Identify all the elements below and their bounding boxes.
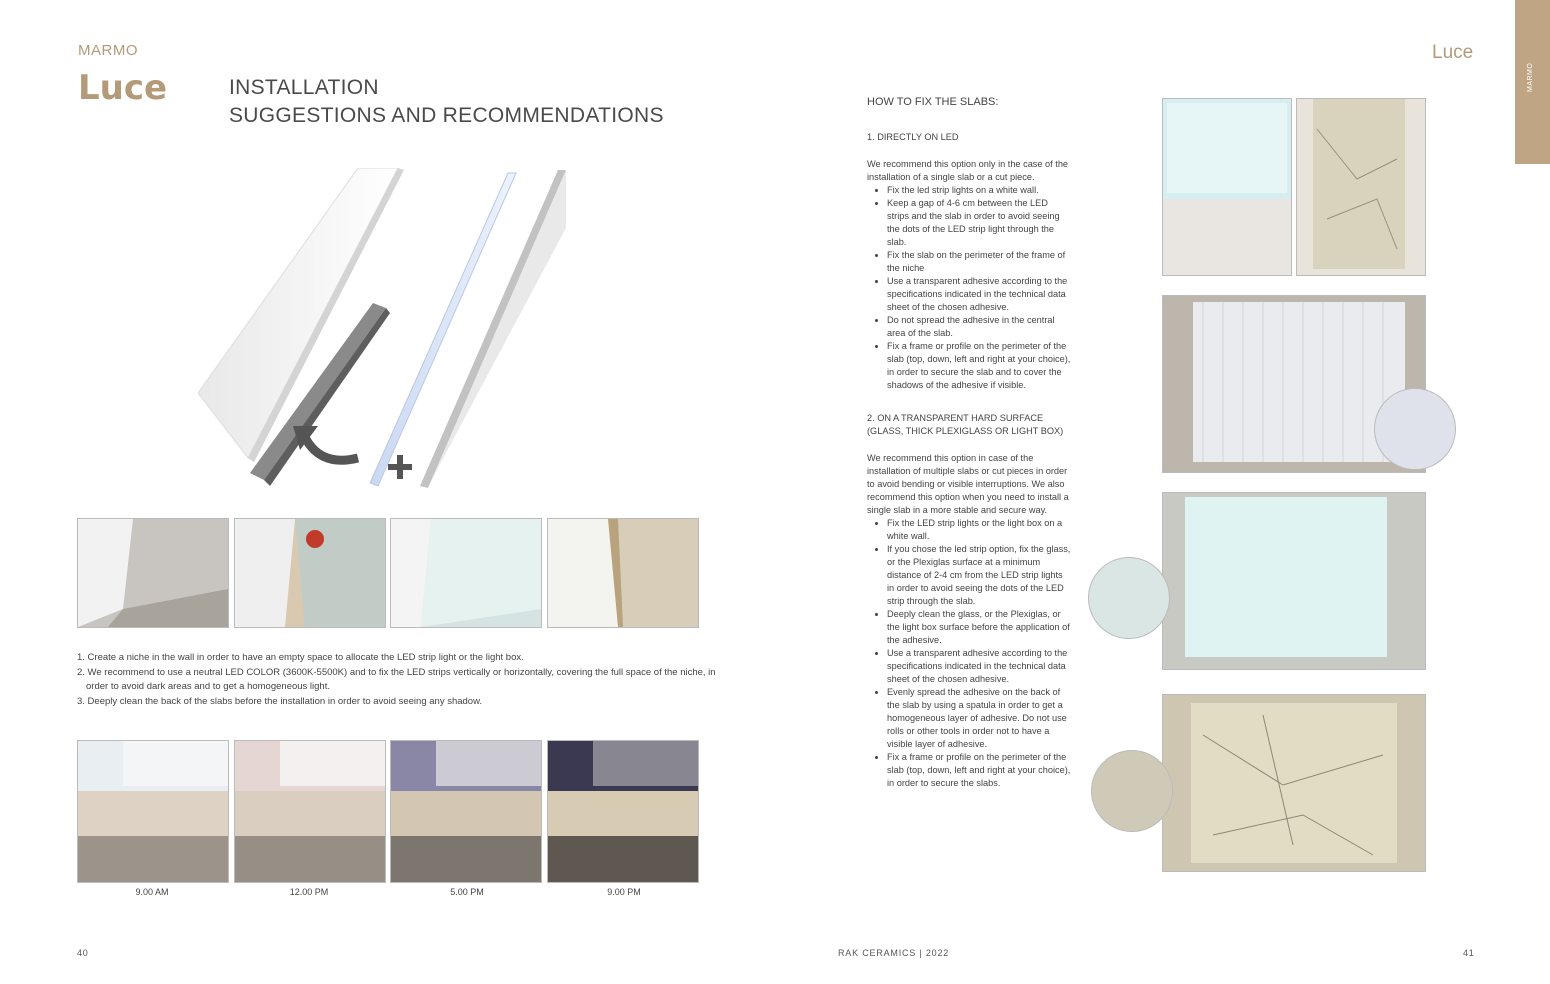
photo-glass-mounting [234, 518, 386, 628]
list-item: • Do not spread the adhesive in the central area of the slab. [887, 314, 1072, 340]
collection-title: Luce [78, 68, 168, 108]
installation-diagram [198, 168, 578, 490]
photo-time-morning [77, 740, 229, 883]
brand-label: MARMO [78, 42, 138, 59]
zoom-detail-glass [1088, 557, 1170, 639]
right-collection-title: Luce [1432, 42, 1474, 63]
heading-line-2: SUGGESTIONS AND RECOMMENDATIONS [229, 104, 664, 127]
photo-time-night [547, 740, 699, 883]
list-item: • Fix the LED strip lights or the light box on a white wall. [887, 517, 1072, 543]
section-1-list [867, 184, 1072, 392]
heading-line-1: INSTALLATION [229, 76, 379, 99]
photo-niche [77, 518, 229, 628]
photo-light-box-room [1162, 492, 1426, 670]
photo-led-panel [390, 518, 542, 628]
section-2-list [867, 517, 1072, 790]
section-2-title: 2. ON A TRANSPARENT HARD SURFACE (GLASS, THICK PLEXIGLASS OR LIGHT BOX) [867, 413, 1064, 436]
installation-steps [77, 651, 717, 709]
zoom-detail-led [1374, 388, 1456, 470]
side-tab [1515, 0, 1550, 164]
list-item: • If you chose the led strip option, fix the glass, or the Plexiglas surface at a minimum distance of 2-4 cm from the LED strip lights in order to avoid seeing the dots of the LED strip through the slab. [887, 543, 1072, 608]
list-item: • Use a transparent adhesive according to the specifications indicated in the technical data sheet of the chosen adhesive. [887, 275, 1072, 314]
page-number-left: 40 [77, 948, 89, 958]
zoom-detail-frame [1091, 750, 1173, 832]
section-1-intro: We recommend this option only in the case of the installation of a single slab or a cut piece. [867, 159, 1069, 182]
time-label-3: 5.00 PM [450, 887, 484, 897]
page-heading [229, 74, 664, 130]
time-label-2: 12.00 PM [289, 887, 329, 897]
page-number-right: 41 [1463, 948, 1475, 958]
how-to-fix-column [867, 96, 1072, 790]
photo-marble-slab-lit [1296, 98, 1426, 276]
step-3: 3. Deeply clean the back of the slabs before the installation in order to avoid seeing any shadow. [77, 695, 483, 707]
photo-marble-wall [1162, 694, 1426, 872]
list-item: • Use a transparent adhesive according to the specifications indicated in the technical data sheet of the chosen adhesive. [887, 647, 1072, 686]
step-1: 1. Create a niche in the wall in order to have an empty space to allocate the LED strip light or the light box. [77, 652, 524, 663]
list-item: • Fix a frame or profile on the perimeter of the slab (top, down, left and right at your choice), in order to secure the slabs. [887, 751, 1072, 790]
list-item: • Fix the led strip lights on a white wall. [887, 184, 1072, 197]
photo-led-wall [1162, 98, 1292, 276]
time-label-4: 9.00 PM [607, 887, 641, 897]
list-item: • Fix the slab on the perimeter of the frame of the niche [887, 249, 1072, 275]
step-2: 2. We recommend to use a neutral LED COLOR (3600K-5500K) and to fix the LED strips vertically or horizontally, covering the full space of the niche, in order to avoid dark areas and to get a homogeneous light. [77, 666, 716, 692]
time-label-1: 9.00 AM [135, 887, 169, 897]
section-1-title: 1. DIRECTLY ON LED [867, 132, 959, 142]
footer-center: RAK CERAMICS | 2022 [838, 948, 950, 958]
photo-slab-corner [547, 518, 699, 628]
photo-time-noon [234, 740, 386, 883]
list-item: • Deeply clean the glass, or the Plexiglas, or the light box surface before the application of the adhesive. [887, 608, 1072, 647]
side-tab-label: MARMO [1527, 62, 1534, 92]
section-2-intro: We recommend this option in case of the installation of multiple slabs or cut pieces in order to avoid bending or visible interruptions. We also recommend this option when you need to install a single slab in a more stable and secure way. [867, 453, 1069, 515]
photo-time-evening [390, 740, 542, 883]
list-item: • Keep a gap of 4-6 cm between the LED strips and the slab in order to avoid seeing the dots of the LED strip light through the slab. [887, 197, 1072, 249]
list-item: • Evenly spread the adhesive on the back of the slab by using a spatula in order to get a homogeneous layer of adhesive. Do not use rolls or other tools in order not to have a visible layer of adhesive. [887, 686, 1072, 751]
how-to-heading: HOW TO FIX THE SLABS: [867, 96, 999, 108]
list-item: • Fix a frame or profile on the perimeter of the slab (top, down, left and right at your choice), in order to secure the slab and to cover the shadows of the adhesive if visible. [887, 340, 1072, 392]
